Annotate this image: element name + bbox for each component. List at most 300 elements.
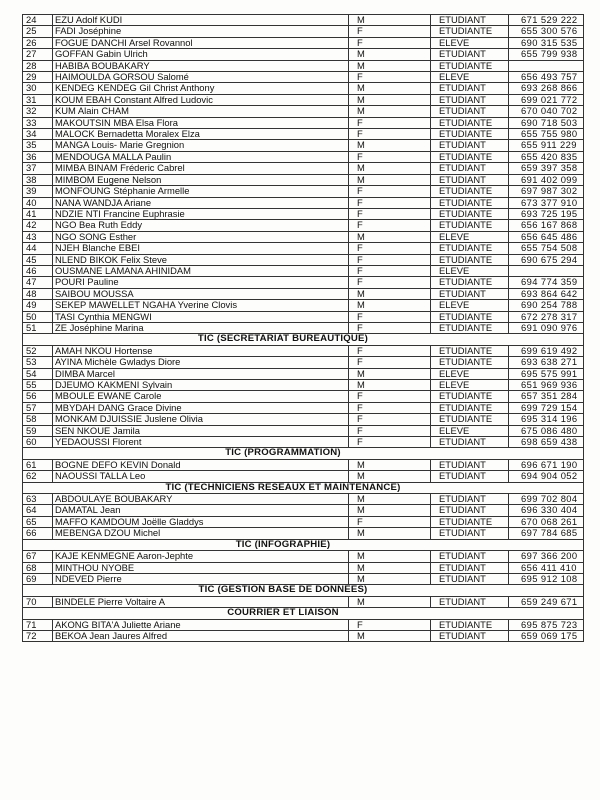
row-number: 67	[23, 551, 53, 562]
phone-number: 695 575 991	[509, 368, 584, 379]
status-cell: ETUDIANT	[431, 459, 509, 470]
phone-number: 671 529 222	[509, 15, 584, 26]
section-title: TIC (GESTION BASE DE DONNEES)	[198, 584, 368, 596]
row-number: 72	[23, 630, 53, 641]
section-header-cell	[23, 539, 584, 550]
table-row	[23, 277, 584, 288]
participant-name: MIMBOM Eugene Nelson	[53, 174, 349, 185]
phone-number: 690 315 535	[509, 37, 584, 48]
row-number: 52	[23, 345, 53, 356]
participant-name: MINTHOU NYOBE	[53, 562, 349, 573]
phone-number	[509, 60, 584, 71]
participant-name: SEN NKOUE Jamila	[53, 425, 349, 436]
participant-name: KAJE KENMEGNE Aaron-Jephte	[53, 551, 349, 562]
participant-name: NANA WANDJA Ariane	[53, 197, 349, 208]
status-cell: ETUDIANT	[431, 596, 509, 607]
status-cell: ETUDIANT	[431, 106, 509, 117]
table-row	[23, 106, 584, 117]
participant-name: SAIBOU MOUSSA	[53, 288, 349, 299]
section-header-cell	[23, 334, 584, 345]
row-number: 25	[23, 26, 53, 37]
participant-table-body	[23, 15, 584, 642]
phone-number: 698 659 438	[509, 437, 584, 448]
section-header-cell	[23, 608, 584, 619]
phone-number: 657 351 284	[509, 391, 584, 402]
sex-cell: F	[349, 277, 431, 288]
participant-name: MANGA Louis- Marie Gregnion	[53, 140, 349, 151]
phone-number: 659 249 671	[509, 596, 584, 607]
sex-cell: F	[349, 220, 431, 231]
sex-cell: M	[349, 163, 431, 174]
participant-name: MEBENGA DZOU Michel	[53, 528, 349, 539]
participant-name: NDZIE NTI Francine Euphrasie	[53, 208, 349, 219]
row-number: 27	[23, 49, 53, 60]
phone-number: 699 619 492	[509, 345, 584, 356]
phone-number: 655 420 835	[509, 151, 584, 162]
participant-name: MONFOUNG Stéphanie Armelle	[53, 186, 349, 197]
table-row	[23, 83, 584, 94]
phone-number: 699 729 154	[509, 402, 584, 413]
table-row	[23, 243, 584, 254]
participant-name: KENDEG KENDEG Gil Christ Anthony	[53, 83, 349, 94]
row-number: 68	[23, 562, 53, 573]
participant-name: OUSMANE LAMANA AHINIDAM	[53, 265, 349, 276]
status-cell: ETUDIANTE	[431, 151, 509, 162]
phone-number: 690 254 788	[509, 300, 584, 311]
sex-cell: M	[349, 494, 431, 505]
row-number: 46	[23, 265, 53, 276]
sex-cell: F	[349, 197, 431, 208]
phone-number: 695 314 196	[509, 414, 584, 425]
table-row	[23, 94, 584, 105]
sex-cell: F	[349, 151, 431, 162]
sex-cell: M	[349, 94, 431, 105]
participant-name: BINDELE Pierre Voltaire A	[53, 596, 349, 607]
sex-cell: M	[349, 83, 431, 94]
row-number: 43	[23, 231, 53, 242]
sex-cell: M	[349, 596, 431, 607]
phone-number: 655 300 576	[509, 26, 584, 37]
phone-number: 693 725 195	[509, 208, 584, 219]
participant-list-sheet	[22, 14, 583, 642]
phone-number: 690 675 294	[509, 254, 584, 265]
table-row	[23, 528, 584, 539]
participant-name: HABIBA BOUBAKARY	[53, 60, 349, 71]
phone-number: 651 969 936	[509, 380, 584, 391]
row-number: 37	[23, 163, 53, 174]
section-header-row	[23, 585, 584, 596]
status-cell: ETUDIANT	[431, 551, 509, 562]
table-row	[23, 151, 584, 162]
row-number: 49	[23, 300, 53, 311]
status-cell: ETUDIANTE	[431, 117, 509, 128]
sex-cell: F	[349, 254, 431, 265]
sex-cell: F	[349, 37, 431, 48]
sex-cell: F	[349, 619, 431, 630]
participant-name: MALOCK Bernadetta Moralex Elza	[53, 129, 349, 140]
participant-name: HAIMOULDA GORSOU Salomé	[53, 72, 349, 83]
status-cell: ETUDIANTE	[431, 414, 509, 425]
sex-cell: M	[349, 49, 431, 60]
status-cell: ETUDIANT	[431, 83, 509, 94]
status-cell: ETUDIANTE	[431, 197, 509, 208]
status-cell: ETUDIANTE	[431, 345, 509, 356]
row-number: 40	[23, 197, 53, 208]
table-row	[23, 357, 584, 368]
table-row	[23, 471, 584, 482]
row-number: 56	[23, 391, 53, 402]
status-cell: ETUDIANTE	[431, 26, 509, 37]
table-row	[23, 163, 584, 174]
status-cell: ETUDIANTE	[431, 402, 509, 413]
table-row	[23, 197, 584, 208]
status-cell: ETUDIANT	[431, 163, 509, 174]
participant-name: AMAH NKOU Hortense	[53, 345, 349, 356]
table-row	[23, 288, 584, 299]
table-row	[23, 37, 584, 48]
phone-number: 699 021 772	[509, 94, 584, 105]
table-row	[23, 562, 584, 573]
participant-name: ZE Joséphine Marina	[53, 322, 349, 333]
status-cell: ETUDIANT	[431, 505, 509, 516]
table-row	[23, 72, 584, 83]
phone-number: 655 911 229	[509, 140, 584, 151]
sex-cell: M	[349, 459, 431, 470]
status-cell: ETUDIANT	[431, 140, 509, 151]
status-cell: ETUDIANTE	[431, 208, 509, 219]
sex-cell: F	[349, 265, 431, 276]
phone-number: 697 366 200	[509, 551, 584, 562]
participant-name: DAMATAL Jean	[53, 505, 349, 516]
row-number: 54	[23, 368, 53, 379]
sex-cell: F	[349, 26, 431, 37]
phone-number: 695 875 723	[509, 619, 584, 630]
table-row	[23, 220, 584, 231]
table-row	[23, 208, 584, 219]
sex-cell: M	[349, 300, 431, 311]
table-row	[23, 117, 584, 128]
participant-name: MAKOUTSIN MBA Elsa Flora	[53, 117, 349, 128]
section-header-row	[23, 608, 584, 619]
table-row	[23, 345, 584, 356]
row-number: 26	[23, 37, 53, 48]
phone-number: 693 268 866	[509, 83, 584, 94]
row-number: 35	[23, 140, 53, 151]
participant-name: YEDAOUSSI Florent	[53, 437, 349, 448]
sex-cell: M	[349, 15, 431, 26]
row-number: 29	[23, 72, 53, 83]
phone-number: 670 040 702	[509, 106, 584, 117]
status-cell: ETUDIANTE	[431, 516, 509, 527]
status-cell: ELEVE	[431, 72, 509, 83]
row-number: 55	[23, 380, 53, 391]
participant-name: DIMBA Marcel	[53, 368, 349, 379]
row-number: 24	[23, 15, 53, 26]
phone-number: 670 068 261	[509, 516, 584, 527]
table-row	[23, 505, 584, 516]
sex-cell: M	[349, 106, 431, 117]
row-number: 60	[23, 437, 53, 448]
row-number: 31	[23, 94, 53, 105]
row-number: 41	[23, 208, 53, 219]
status-cell: ELEVE	[431, 425, 509, 436]
phone-number: 675 086 480	[509, 425, 584, 436]
participant-table	[22, 14, 584, 642]
status-cell: ETUDIANT	[431, 49, 509, 60]
participant-name: NLEND BIKOK Felix Steve	[53, 254, 349, 265]
sex-cell: F	[349, 345, 431, 356]
sex-cell: M	[349, 505, 431, 516]
sex-cell: M	[349, 231, 431, 242]
sex-cell: M	[349, 288, 431, 299]
table-row	[23, 265, 584, 276]
row-number: 51	[23, 322, 53, 333]
table-row	[23, 254, 584, 265]
status-cell: ETUDIANTE	[431, 277, 509, 288]
status-cell: ETUDIANT	[431, 94, 509, 105]
status-cell: ELEVE	[431, 265, 509, 276]
sex-cell: M	[349, 368, 431, 379]
table-row	[23, 437, 584, 448]
row-number: 69	[23, 573, 53, 584]
section-title: TIC (PROGRAMMATION)	[225, 447, 341, 459]
participant-name: KUM Alain CHAM	[53, 106, 349, 117]
table-row	[23, 516, 584, 527]
phone-number: 694 904 052	[509, 471, 584, 482]
table-row	[23, 186, 584, 197]
participant-name: BOGNE DEFO KEVIN Donald	[53, 459, 349, 470]
table-row	[23, 140, 584, 151]
status-cell: ETUDIANTE	[431, 243, 509, 254]
phone-number: 695 912 108	[509, 573, 584, 584]
row-number: 63	[23, 494, 53, 505]
phone-number: 655 755 980	[509, 129, 584, 140]
row-number: 66	[23, 528, 53, 539]
sex-cell: M	[349, 380, 431, 391]
table-row	[23, 15, 584, 26]
phone-number: 656 493 757	[509, 72, 584, 83]
sex-cell: M	[349, 140, 431, 151]
table-row	[23, 368, 584, 379]
participant-name: MONKAM DJUISSIE Juslene Olivia	[53, 414, 349, 425]
sex-cell: M	[349, 551, 431, 562]
status-cell: ETUDIANTE	[431, 311, 509, 322]
sex-cell: M	[349, 573, 431, 584]
table-row	[23, 311, 584, 322]
participant-name: AYINA Michèle Gwladys Diore	[53, 357, 349, 368]
row-number: 53	[23, 357, 53, 368]
phone-number: 696 330 404	[509, 505, 584, 516]
phone-number: 690 718 503	[509, 117, 584, 128]
sex-cell: F	[349, 72, 431, 83]
status-cell: ELEVE	[431, 368, 509, 379]
participant-name: SEKEP MAWELLET NGAHA Yverine Clovis	[53, 300, 349, 311]
phone-number: 691 402 099	[509, 174, 584, 185]
table-row	[23, 231, 584, 242]
table-row	[23, 425, 584, 436]
participant-name: GOFFAN Gabin Ulrich	[53, 49, 349, 60]
status-cell: ETUDIANTE	[431, 391, 509, 402]
row-number: 61	[23, 459, 53, 470]
row-number: 70	[23, 596, 53, 607]
sex-cell: F	[349, 425, 431, 436]
phone-number: 659 069 175	[509, 630, 584, 641]
sex-cell: F	[349, 414, 431, 425]
row-number: 30	[23, 83, 53, 94]
participant-name: EZU Adolf KUDI	[53, 15, 349, 26]
section-header-cell	[23, 585, 584, 596]
phone-number: 693 864 642	[509, 288, 584, 299]
row-number: 34	[23, 129, 53, 140]
table-row	[23, 391, 584, 402]
participant-name: BEKOA Jean Jaures Alfred	[53, 630, 349, 641]
participant-name: MENDOUGA MALLA Paulin	[53, 151, 349, 162]
sex-cell: F	[349, 357, 431, 368]
status-cell: ELEVE	[431, 37, 509, 48]
phone-number: 699 702 804	[509, 494, 584, 505]
status-cell: ETUDIANT	[431, 437, 509, 448]
status-cell: ETUDIANT	[431, 288, 509, 299]
participant-name: NAOUSSI TALLA Leo	[53, 471, 349, 482]
status-cell: ETUDIANT	[431, 573, 509, 584]
row-number: 62	[23, 471, 53, 482]
phone-number: 694 774 359	[509, 277, 584, 288]
sex-cell: F	[349, 516, 431, 527]
status-cell: ETUDIANTE	[431, 254, 509, 265]
sex-cell: F	[349, 311, 431, 322]
table-row	[23, 60, 584, 71]
sex-cell: M	[349, 60, 431, 71]
row-number: 59	[23, 425, 53, 436]
row-number: 50	[23, 311, 53, 322]
sex-cell: M	[349, 174, 431, 185]
table-row	[23, 459, 584, 470]
table-row	[23, 573, 584, 584]
row-number: 45	[23, 254, 53, 265]
table-row	[23, 494, 584, 505]
status-cell: ETUDIANTE	[431, 220, 509, 231]
row-number: 39	[23, 186, 53, 197]
status-cell: ETUDIANT	[431, 562, 509, 573]
status-cell: ETUDIANTE	[431, 357, 509, 368]
row-number: 38	[23, 174, 53, 185]
section-title: TIC (INFOGRAPHIE)	[235, 539, 331, 550]
status-cell: ETUDIANT	[431, 471, 509, 482]
row-number: 33	[23, 117, 53, 128]
status-cell: ELEVE	[431, 300, 509, 311]
sex-cell: M	[349, 630, 431, 641]
participant-name: MAFFO KAMDOUM Joëlle Gladdys	[53, 516, 349, 527]
row-number: 36	[23, 151, 53, 162]
participant-name: MIMBA BINAM Fréderic Cabrel	[53, 163, 349, 174]
status-cell: ETUDIANT	[431, 630, 509, 641]
row-number: 57	[23, 402, 53, 413]
phone-number: 655 799 938	[509, 49, 584, 60]
phone-number: 656 411 410	[509, 562, 584, 573]
status-cell: ETUDIANTE	[431, 129, 509, 140]
row-number: 47	[23, 277, 53, 288]
table-row	[23, 49, 584, 60]
phone-number: 697 987 302	[509, 186, 584, 197]
phone-number: 693 638 271	[509, 357, 584, 368]
table-row	[23, 174, 584, 185]
sex-cell: M	[349, 471, 431, 482]
phone-number: 655 754 508	[509, 243, 584, 254]
phone-number	[509, 265, 584, 276]
row-number: 65	[23, 516, 53, 527]
participant-name: TASI Cynthia MENGWI	[53, 311, 349, 322]
status-cell: ETUDIANT	[431, 15, 509, 26]
participant-name: NGO SONG Esther	[53, 231, 349, 242]
table-row	[23, 630, 584, 641]
table-row	[23, 619, 584, 630]
table-row	[23, 322, 584, 333]
phone-number: 673 377 910	[509, 197, 584, 208]
status-cell: ETUDIANTE	[431, 322, 509, 333]
participant-name: NDEVED Pierre	[53, 573, 349, 584]
row-number: 44	[23, 243, 53, 254]
table-row	[23, 596, 584, 607]
status-cell: ETUDIANT	[431, 494, 509, 505]
section-title: TIC (TECHNICIENS RESEAUX ET MAINTENANCE)	[165, 482, 401, 493]
phone-number: 659 397 358	[509, 163, 584, 174]
sex-cell: F	[349, 437, 431, 448]
participant-name: MBYDAH DANG Grace Divine	[53, 402, 349, 413]
participant-name: NJEH Blanche EBEI	[53, 243, 349, 254]
section-header-cell	[23, 482, 584, 493]
table-row	[23, 380, 584, 391]
status-cell: ETUDIANT	[431, 174, 509, 185]
table-row	[23, 300, 584, 311]
sex-cell: F	[349, 208, 431, 219]
phone-number: 656 167 868	[509, 220, 584, 231]
sex-cell: F	[349, 391, 431, 402]
section-title: COURRIER ET LIAISON	[227, 607, 339, 619]
status-cell: ELEVE	[431, 231, 509, 242]
row-number: 71	[23, 619, 53, 630]
section-title: TIC (SECRETARIAT BUREAUTIQUE)	[197, 333, 369, 345]
phone-number: 691 090 976	[509, 322, 584, 333]
status-cell: ETUDIANT	[431, 528, 509, 539]
participant-name: AKONG BITA'A Juliette Ariane	[53, 619, 349, 630]
participant-name: ABDOULAYE BOUBAKARY	[53, 494, 349, 505]
status-cell: ETUDIANTE	[431, 60, 509, 71]
sex-cell: F	[349, 117, 431, 128]
section-header-row	[23, 539, 584, 550]
row-number: 32	[23, 106, 53, 117]
sex-cell: M	[349, 528, 431, 539]
section-header-cell	[23, 448, 584, 459]
sex-cell: F	[349, 129, 431, 140]
participant-name: DJEUMO KAKMENI Sylvain	[53, 380, 349, 391]
sex-cell: F	[349, 243, 431, 254]
sex-cell: M	[349, 562, 431, 573]
section-header-row	[23, 334, 584, 345]
section-header-row	[23, 482, 584, 493]
participant-name: KOUM EBAH Constant Alfred Ludovic	[53, 94, 349, 105]
status-cell: ELEVE	[431, 380, 509, 391]
row-number: 42	[23, 220, 53, 231]
row-number: 58	[23, 414, 53, 425]
row-number: 28	[23, 60, 53, 71]
table-row	[23, 551, 584, 562]
table-row	[23, 402, 584, 413]
phone-number: 656 645 486	[509, 231, 584, 242]
status-cell: ETUDIANTE	[431, 619, 509, 630]
sex-cell: F	[349, 186, 431, 197]
phone-number: 697 784 685	[509, 528, 584, 539]
participant-name: FADI Joséphine	[53, 26, 349, 37]
